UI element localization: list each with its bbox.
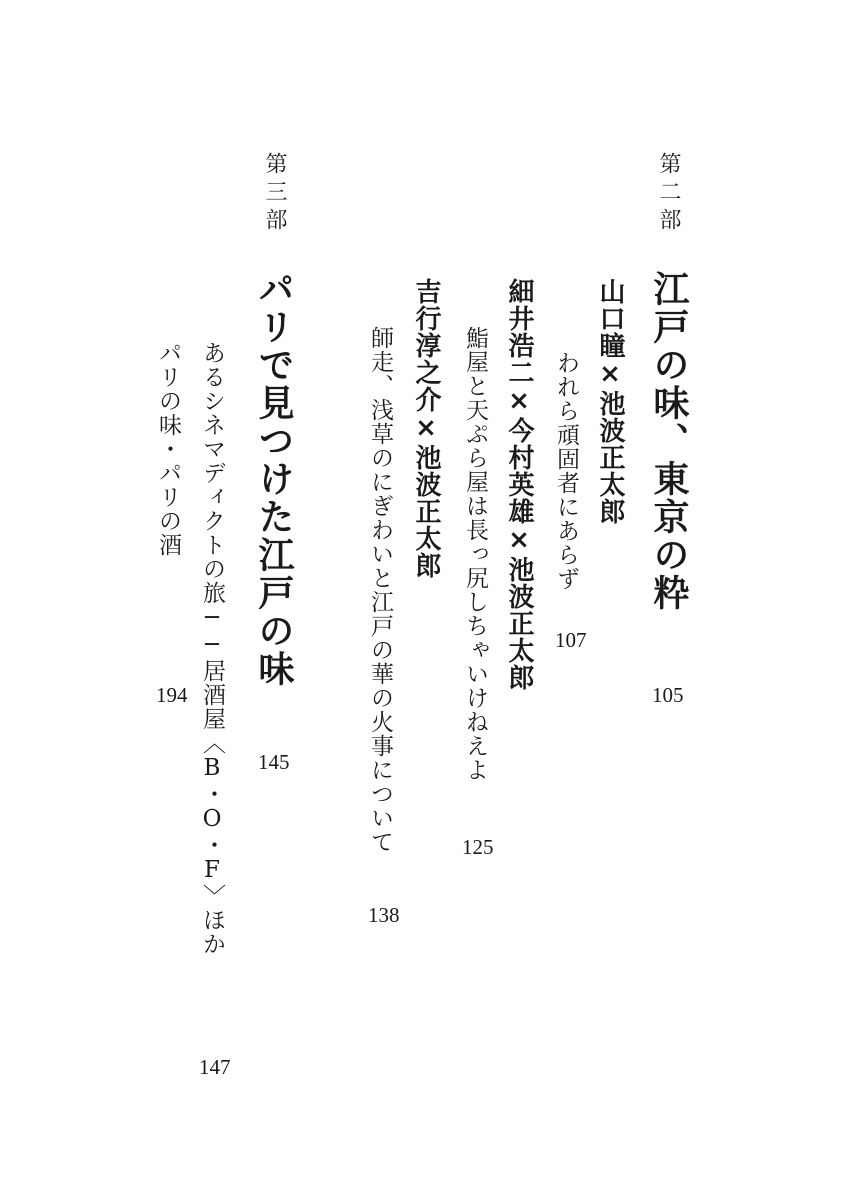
part2-title-page: 105 [652, 683, 684, 707]
entry-subtitle-yamaguchi[interactable]: われら頑固者にあらず [553, 351, 579, 591]
entry-page-yoshiyuki: 138 [368, 903, 400, 927]
entry-page-yamaguchi: 107 [555, 628, 587, 652]
part2-label: 第二部 [656, 152, 681, 236]
entry-page-paris: 194 [156, 683, 188, 707]
entry-subtitle-cinema[interactable]: あるシネマディクトの旅──居酒屋〈B・O・F〉ほか [199, 341, 225, 956]
entry-subtitle-yoshiyuki[interactable]: 師走、浅草のにぎわいと江戸の華の火事について [367, 326, 393, 854]
part3-label: 第三部 [262, 152, 287, 236]
entry-page-cinema: 147 [199, 1055, 231, 1079]
part2-title[interactable]: 江戸の味、東京の粋 [648, 270, 689, 612]
entry-subtitle-paris[interactable]: パリの味・パリの酒 [155, 341, 181, 557]
entry-author-hosoi[interactable]: 細井浩二×今村英雄×池波正太郎 [504, 278, 534, 691]
part3-title[interactable]: パリで見つけた江戸の味 [253, 270, 294, 688]
entry-page-hosoi: 125 [462, 835, 494, 859]
part3-title-page: 145 [258, 750, 290, 774]
entry-author-yamaguchi[interactable]: 山口瞳×池波正太郎 [595, 278, 625, 525]
entry-subtitle-hosoi[interactable]: 鮨屋と天ぷら屋は長っ尻しちゃいけねえよ [462, 326, 488, 782]
entry-author-yoshiyuki[interactable]: 吉行淳之介×池波正太郎 [411, 278, 441, 579]
